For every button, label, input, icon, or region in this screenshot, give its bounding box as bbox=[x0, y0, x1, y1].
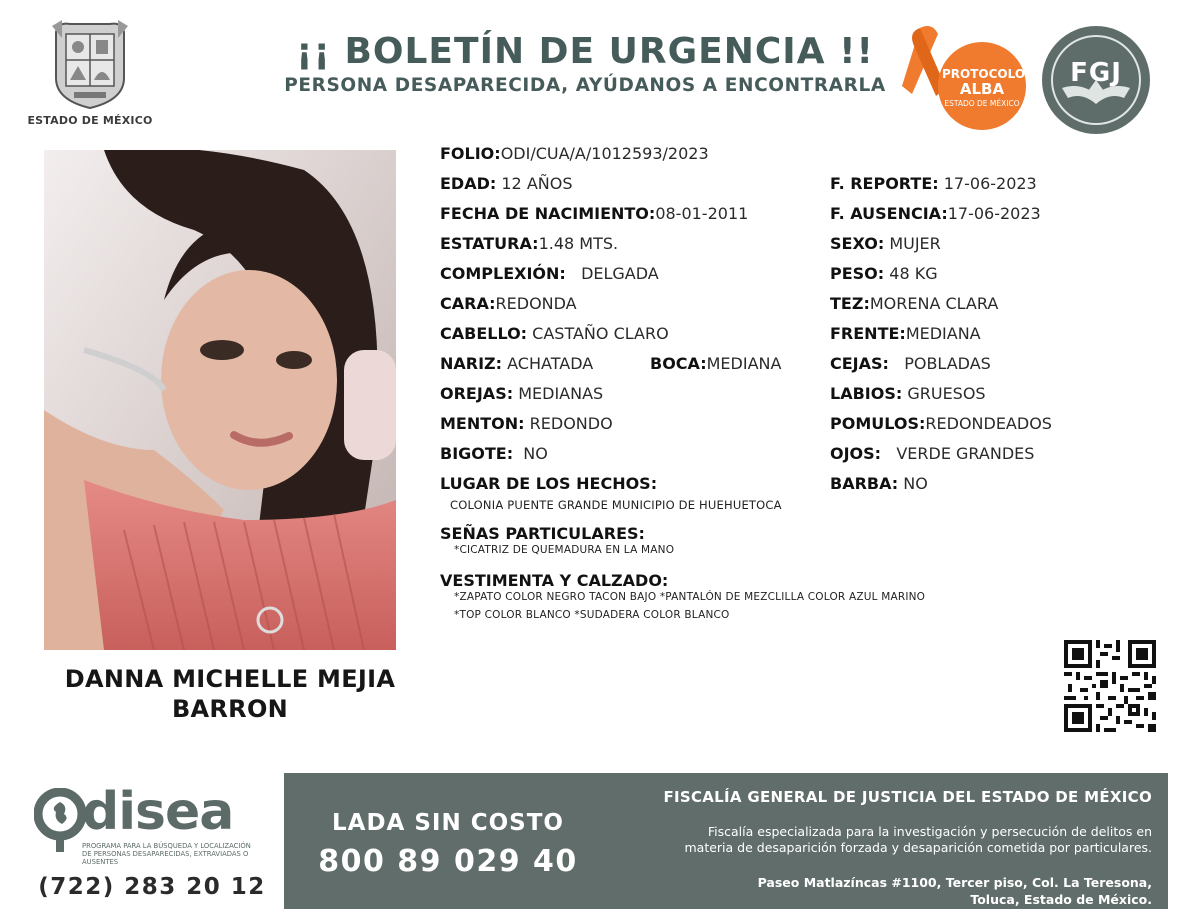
field-ojos bbox=[830, 444, 1034, 464]
folio-label: FOLIO: bbox=[440, 144, 501, 163]
f-reporte-value: 17-06-2023 bbox=[943, 174, 1037, 193]
field-boca bbox=[650, 354, 781, 374]
barba-value: NO bbox=[903, 474, 928, 493]
vestimenta-line-2: *TOP COLOR BLANCO *SUDADERA COLOR BLANCO bbox=[454, 609, 730, 621]
field-vestimenta bbox=[440, 571, 668, 591]
field-bigote bbox=[440, 444, 548, 464]
field-cabello bbox=[440, 324, 669, 344]
odisea-phone[interactable]: (722) 283 20 12 bbox=[38, 874, 266, 900]
peso-value: 48 KG bbox=[889, 264, 938, 283]
labios-label: LABIOS: bbox=[830, 384, 903, 403]
nariz-value: ACHATADA bbox=[507, 354, 594, 373]
edad-value: 12 AÑOS bbox=[501, 174, 573, 193]
person-name bbox=[40, 664, 420, 724]
senas-label: SEÑAS PARTICULARES: bbox=[440, 524, 645, 543]
field-frente bbox=[830, 324, 981, 344]
nacimiento-value: 08-01-2011 bbox=[655, 204, 749, 223]
cabello-label: CABELLO: bbox=[440, 324, 528, 343]
lugar-label: LUGAR DE LOS HECHOS: bbox=[440, 474, 658, 493]
estado-de-mexico-seal bbox=[48, 18, 132, 110]
f-ausencia-label: F. AUSENCIA: bbox=[830, 204, 948, 223]
fiscalia-desc-line-1: Fiscalía especializada para la investigación y persecución de delitos en bbox=[707, 824, 1152, 839]
fgj-seal bbox=[1040, 24, 1152, 136]
bigote-value: NO bbox=[523, 444, 548, 463]
field-f-ausencia bbox=[830, 204, 1041, 224]
field-menton bbox=[440, 414, 613, 434]
boca-label: BOCA: bbox=[650, 354, 707, 373]
tez-value: MORENA CLARA bbox=[869, 294, 999, 313]
field-peso bbox=[830, 264, 938, 284]
frente-value: MEDIANA bbox=[905, 324, 981, 343]
field-sexo bbox=[830, 234, 941, 254]
menton-label: MENTON: bbox=[440, 414, 525, 433]
odisea-desc-line-3: AUSENTES bbox=[82, 858, 119, 866]
complexion-label: COMPLEXIÓN: bbox=[440, 264, 566, 283]
fiscalia-description bbox=[600, 824, 1152, 856]
estatura-value: 1.48 MTS. bbox=[538, 234, 619, 253]
alba-line-3: ESTADO DE MÉXICO bbox=[944, 99, 1020, 108]
cejas-value: POBLADAS bbox=[904, 354, 991, 373]
address-line-2: Toluca, Estado de México. bbox=[970, 892, 1152, 907]
menton-value: REDONDO bbox=[529, 414, 613, 433]
peso-label: PESO: bbox=[830, 264, 885, 283]
fiscalia-title: FISCALÍA GENERAL DE JUSTICIA DEL ESTADO DE MÉXICO bbox=[663, 788, 1152, 806]
orejas-label: OREJAS: bbox=[440, 384, 514, 403]
missing-person-photo bbox=[44, 150, 396, 650]
f-reporte-label: F. REPORTE: bbox=[830, 174, 939, 193]
odisea-brand: disea bbox=[82, 782, 234, 842]
field-pomulos bbox=[830, 414, 1052, 434]
field-f-reporte bbox=[830, 174, 1037, 194]
cabello-value: CASTAÑO CLARO bbox=[532, 324, 669, 343]
field-nariz bbox=[440, 354, 593, 374]
person-name-line-2: BARRON bbox=[171, 695, 289, 723]
field-complexion bbox=[440, 264, 659, 284]
fiscalia-address bbox=[600, 874, 1152, 908]
field-barba bbox=[830, 474, 928, 494]
senas-value: *CICATRIZ DE QUEMADURA EN LA MANO bbox=[454, 544, 675, 556]
field-edad bbox=[440, 174, 572, 194]
nariz-label: NARIZ: bbox=[440, 354, 503, 373]
ojos-label: OJOS: bbox=[830, 444, 882, 463]
orejas-value: MEDIANAS bbox=[518, 384, 604, 403]
field-lugar bbox=[440, 474, 657, 494]
folio-value: ODI/CUA/A/1012593/2023 bbox=[500, 144, 709, 163]
odisea-logo bbox=[34, 784, 274, 880]
field-folio bbox=[440, 144, 709, 164]
address-line-1: Paseo Matlazíncas #1100, Tercer piso, Col. La Teresona, bbox=[757, 875, 1152, 890]
estatura-label: ESTATURA: bbox=[440, 234, 539, 253]
vestimenta-line-1: *ZAPATO COLOR NEGRO TACON BAJO *PANTALÓN DE MEZCLILLA COLOR AZUL MARINO bbox=[454, 591, 926, 603]
nacimiento-label: FECHA DE NACIMIENTO: bbox=[440, 204, 656, 223]
fgj-label: FGJ bbox=[1070, 58, 1122, 88]
bulletin-title: ¡¡ BOLETÍN DE URGENCIA !! bbox=[296, 31, 874, 72]
complexion-value: DELGADA bbox=[581, 264, 659, 283]
lada-label: LADA SIN COSTO bbox=[332, 810, 564, 836]
bigote-label: BIGOTE: bbox=[440, 444, 514, 463]
boca-value: MEDIANA bbox=[706, 354, 782, 373]
odisea-desc-line-2: DE PERSONAS DESAPARECIDAS, EXTRAVIADAS O bbox=[82, 850, 249, 858]
field-labios bbox=[830, 384, 986, 404]
lugar-value: COLONIA PUENTE GRANDE MUNICIPIO DE HUEHUETOCA bbox=[450, 498, 782, 512]
ojos-value: VERDE GRANDES bbox=[896, 444, 1035, 463]
pomulos-label: POMULOS: bbox=[830, 414, 926, 433]
alba-line-2: ALBA bbox=[959, 80, 1005, 98]
cara-label: CARA: bbox=[440, 294, 496, 313]
f-ausencia-value: 17-06-2023 bbox=[947, 204, 1041, 223]
cejas-label: CEJAS: bbox=[830, 354, 889, 373]
state-label: ESTADO DE MÉXICO bbox=[27, 114, 153, 127]
person-name-line-1: DANNA MICHELLE MEJIA bbox=[64, 665, 396, 693]
pomulos-value: REDONDEADOS bbox=[925, 414, 1052, 433]
fiscalia-desc-line-2: materia de desaparición forzada y desaparición cometida por particulares. bbox=[684, 840, 1152, 855]
frente-label: FRENTE: bbox=[830, 324, 906, 343]
cara-value: REDONDA bbox=[495, 294, 577, 313]
tez-label: TEZ: bbox=[830, 294, 870, 313]
field-nacimiento bbox=[440, 204, 748, 224]
field-cejas bbox=[830, 354, 991, 374]
labios-value: GRUESOS bbox=[907, 384, 986, 403]
alba-line-1: PROTOCOLO bbox=[942, 67, 1026, 81]
field-cara bbox=[440, 294, 577, 314]
sexo-value: MUJER bbox=[889, 234, 941, 253]
barba-label: BARBA: bbox=[830, 474, 899, 493]
vestimenta-label: VESTIMENTA Y CALZADO: bbox=[440, 571, 669, 590]
field-senas bbox=[440, 524, 645, 544]
edad-label: EDAD: bbox=[440, 174, 497, 193]
protocolo-alba-logo bbox=[898, 24, 1028, 130]
sexo-label: SEXO: bbox=[830, 234, 885, 253]
bulletin-subtitle: PERSONA DESAPARECIDA, AYÚDANOS A ENCONTRARLA bbox=[284, 75, 886, 96]
qr-code[interactable] bbox=[1064, 640, 1156, 732]
field-orejas bbox=[440, 384, 603, 404]
odisea-description bbox=[82, 842, 251, 866]
field-tez bbox=[830, 294, 998, 314]
toll-free-number[interactable]: 800 89 029 40 bbox=[318, 844, 578, 879]
field-estatura bbox=[440, 234, 618, 254]
odisea-desc-line-1: PROGRAMA PARA LA BÚSQUEDA Y LOCALIZACIÓN bbox=[82, 842, 251, 850]
